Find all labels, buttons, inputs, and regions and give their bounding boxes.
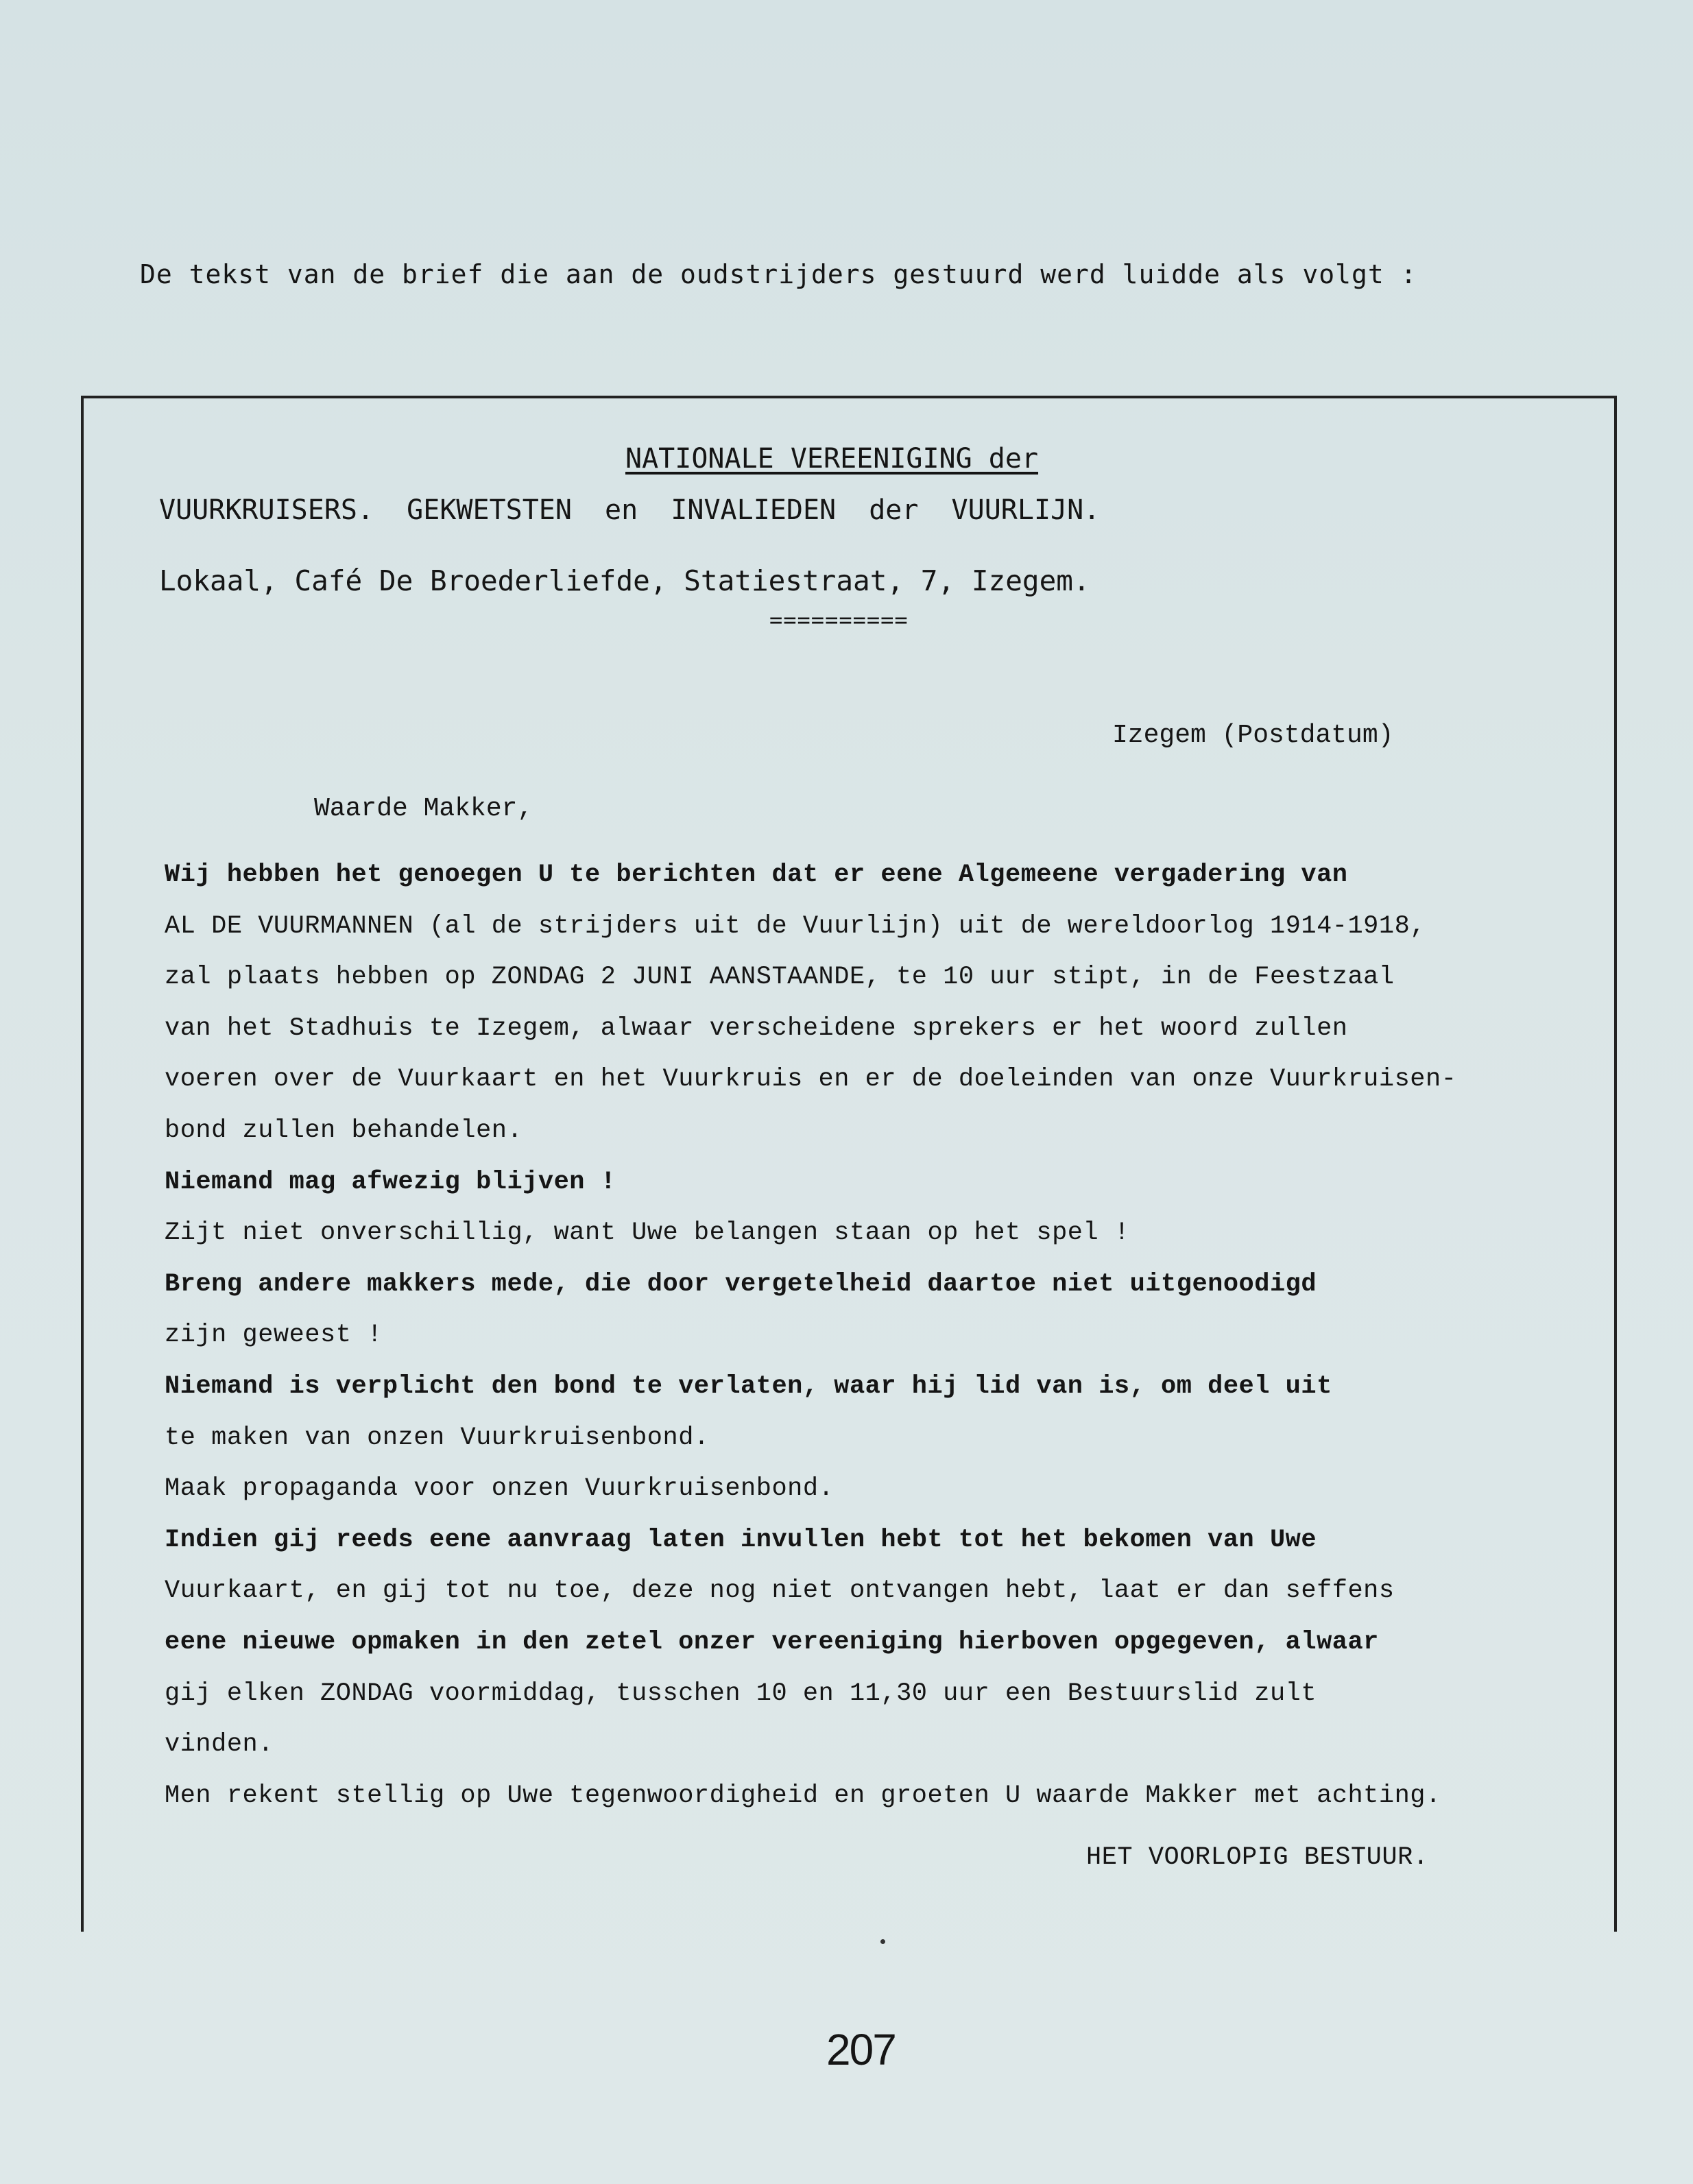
letter-line: Niemand mag afwezig blijven !	[165, 1167, 616, 1197]
letter-line: Breng andere makkers mede, die door vergetelheid daartoe niet uitgenoodigd	[165, 1269, 1317, 1299]
letter-heading-rule: ==========	[769, 607, 909, 633]
letter-line: zijn geweest !	[165, 1321, 383, 1350]
letter-line: Niemand is verplicht den bond te verlaten, waar hij lid van is, om deel uit	[165, 1371, 1332, 1401]
letter-line: zal plaats hebben op ZONDAG 2 JUNI AANSTAANDE, te 10 uur stipt, in de Feestzaal	[165, 963, 1395, 992]
letter-line: te maken van onzen Vuurkruisenbond.	[165, 1423, 710, 1452]
letter-frame	[81, 396, 1617, 1932]
letter-line: AL DE VUURMANNEN (al de strijders uit de Vuurlijn) uit de wereldoorlog 1914-1918,	[165, 911, 1426, 941]
letter-line: voeren over de Vuurkaart en het Vuurkruis en er de doeleinden van onze Vuurkruisen-	[165, 1065, 1457, 1094]
letter-line: Zijt niet onverschillig, want Uwe belangen staan op het spel !	[165, 1219, 1130, 1248]
letter-line: gij elken ZONDAG voormiddag, tusschen 10 en 11,30 uur een Bestuurslid zult	[165, 1679, 1317, 1708]
letter-salutation: Waarde Makker,	[314, 794, 533, 824]
intro-text: De tekst van de brief die aan de oudstrijders gestuurd werd luidde als volgt :	[140, 259, 1417, 289]
letter-line: Indien gij reeds eene aanvraag laten invullen hebt tot het bekomen van Uwe	[165, 1525, 1317, 1555]
page-number: 207	[826, 2025, 896, 2074]
letter-line: Men rekent stellig op Uwe tegenwoordigheid en groeten U waarde Makker met achting.	[165, 1781, 1441, 1810]
letter-body	[165, 850, 1659, 1821]
letter-heading-organisation: VUURKRUISERS. GEKWETSTEN en INVALIEDEN der VUURLIJN.	[159, 494, 1101, 526]
letter-signature: HET VOORLOPIG BESTUUR.	[1086, 1843, 1429, 1872]
letter-line: van het Stadhuis te Izegem, alwaar verscheidene sprekers er het woord zullen	[165, 1013, 1348, 1043]
ink-speck	[880, 1939, 885, 1944]
letter-line: bond zullen behandelen.	[165, 1116, 523, 1145]
letter-line: Vuurkaart, en gij tot nu toe, deze nog niet ontvangen hebt, laat er dan seffens	[165, 1576, 1395, 1606]
letter-heading-address: Lokaal, Café De Broederliefde, Statiestraat, 7, Izegem.	[159, 564, 1090, 597]
letter-line: eene nieuwe opmaken in den zetel onzer vereeniging hierboven opgegeven, alwaar	[165, 1627, 1379, 1657]
letter-line: vinden.	[165, 1730, 274, 1760]
letter-line: Maak propaganda voor onzen Vuurkruisenbond.	[165, 1474, 835, 1504]
letter-heading-title: NATIONALE VEREENIGING der	[625, 443, 1039, 475]
letter-line: Wij hebben het genoegen U te berichten dat er eene Algemeene vergadering van	[165, 861, 1348, 889]
letter-date: Izegem (Postdatum)	[1112, 721, 1394, 750]
